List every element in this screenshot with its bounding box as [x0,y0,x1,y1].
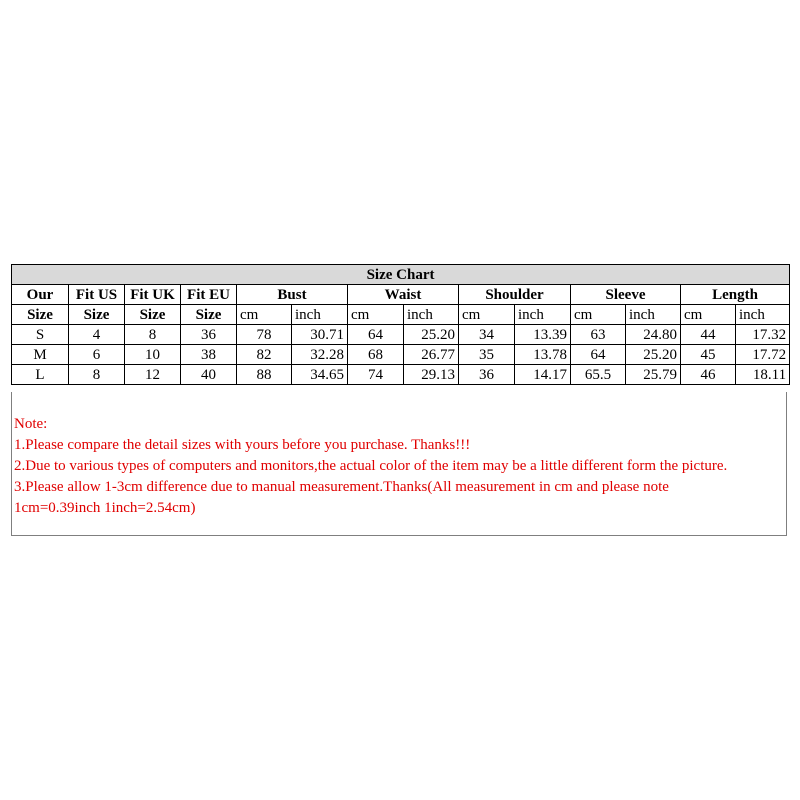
table-cell: 74 [348,365,404,385]
table-cell: 63 [571,325,626,345]
unit-inch: inch [404,305,459,325]
table-cell: 14.17 [515,365,571,385]
header-fit-uk: Fit UK [125,285,181,305]
table-cell: 18.11 [736,365,790,385]
table-cell: M [12,345,69,365]
table-cell: 65.5 [571,365,626,385]
table-cell: 12 [125,365,181,385]
unit-cm: cm [459,305,515,325]
table-cell: 30.71 [292,325,348,345]
table-cell: 35 [459,345,515,365]
table-row [12,325,790,345]
header-size: Size [125,305,181,325]
note-heading: Note: [14,416,48,432]
table-cell: 34 [459,325,515,345]
table-cell: 8 [69,365,125,385]
table-cell: L [12,365,69,385]
table-cell: 13.39 [515,325,571,345]
table-cell: 40 [181,365,237,385]
header-shoulder: Shoulder [459,285,571,305]
table-row [12,345,790,365]
table-cell: 34.65 [292,365,348,385]
title-row [12,265,790,285]
size-chart-table [11,264,790,385]
note-line: 1cm=0.39inch 1inch=2.54cm) [14,500,196,516]
unit-inch: inch [292,305,348,325]
header-our: Our [12,285,69,305]
table-cell: 17.32 [736,325,790,345]
table-title: Size Chart [12,265,790,285]
header-fit-eu: Fit EU [181,285,237,305]
note-line: 2.Due to various types of computers and monitors,the actual color of the item may be a little different form the picture. [14,458,728,474]
table-cell: 24.80 [626,325,681,345]
header-size: Size [12,305,69,325]
table-cell: 38 [181,345,237,365]
header-size: Size [181,305,237,325]
header-bust: Bust [237,285,348,305]
table-cell: 46 [681,365,736,385]
table-cell: 17.72 [736,345,790,365]
header-waist: Waist [348,285,459,305]
header-sleeve: Sleeve [571,285,681,305]
table-cell: 29.13 [404,365,459,385]
header-length: Length [681,285,790,305]
table-cell: 25.20 [404,325,459,345]
table-cell: 32.28 [292,345,348,365]
size-chart [11,264,789,385]
table-cell: 36 [181,325,237,345]
table-cell: 25.20 [626,345,681,365]
table-cell: 25.79 [626,365,681,385]
table-cell: 68 [348,345,404,365]
header-fit-us: Fit US [69,285,125,305]
table-cell: 78 [237,325,292,345]
unit-cm: cm [571,305,626,325]
unit-inch: inch [515,305,571,325]
notes-box [11,392,787,536]
unit-cm: cm [237,305,292,325]
table-cell: 64 [571,345,626,365]
table-cell: 8 [125,325,181,345]
table-cell: 26.77 [404,345,459,365]
header-row-2 [12,305,790,325]
unit-inch: inch [736,305,790,325]
table-cell: 82 [237,345,292,365]
table-cell: S [12,325,69,345]
table-cell: 10 [125,345,181,365]
header-size: Size [69,305,125,325]
unit-cm: cm [681,305,736,325]
table-cell: 45 [681,345,736,365]
table-cell: 88 [237,365,292,385]
table-cell: 36 [459,365,515,385]
table-cell: 13.78 [515,345,571,365]
table-cell: 6 [69,345,125,365]
header-row-1 [12,285,790,305]
table-cell: 44 [681,325,736,345]
note-line: 1.Please compare the detail sizes with yours before you purchase. Thanks!!! [14,437,471,453]
table-cell: 4 [69,325,125,345]
unit-cm: cm [348,305,404,325]
unit-inch: inch [626,305,681,325]
table-row [12,365,790,385]
note-line: 3.Please allow 1-3cm difference due to manual measurement.Thanks(All measurement in cm and please note [14,479,669,495]
table-cell: 64 [348,325,404,345]
